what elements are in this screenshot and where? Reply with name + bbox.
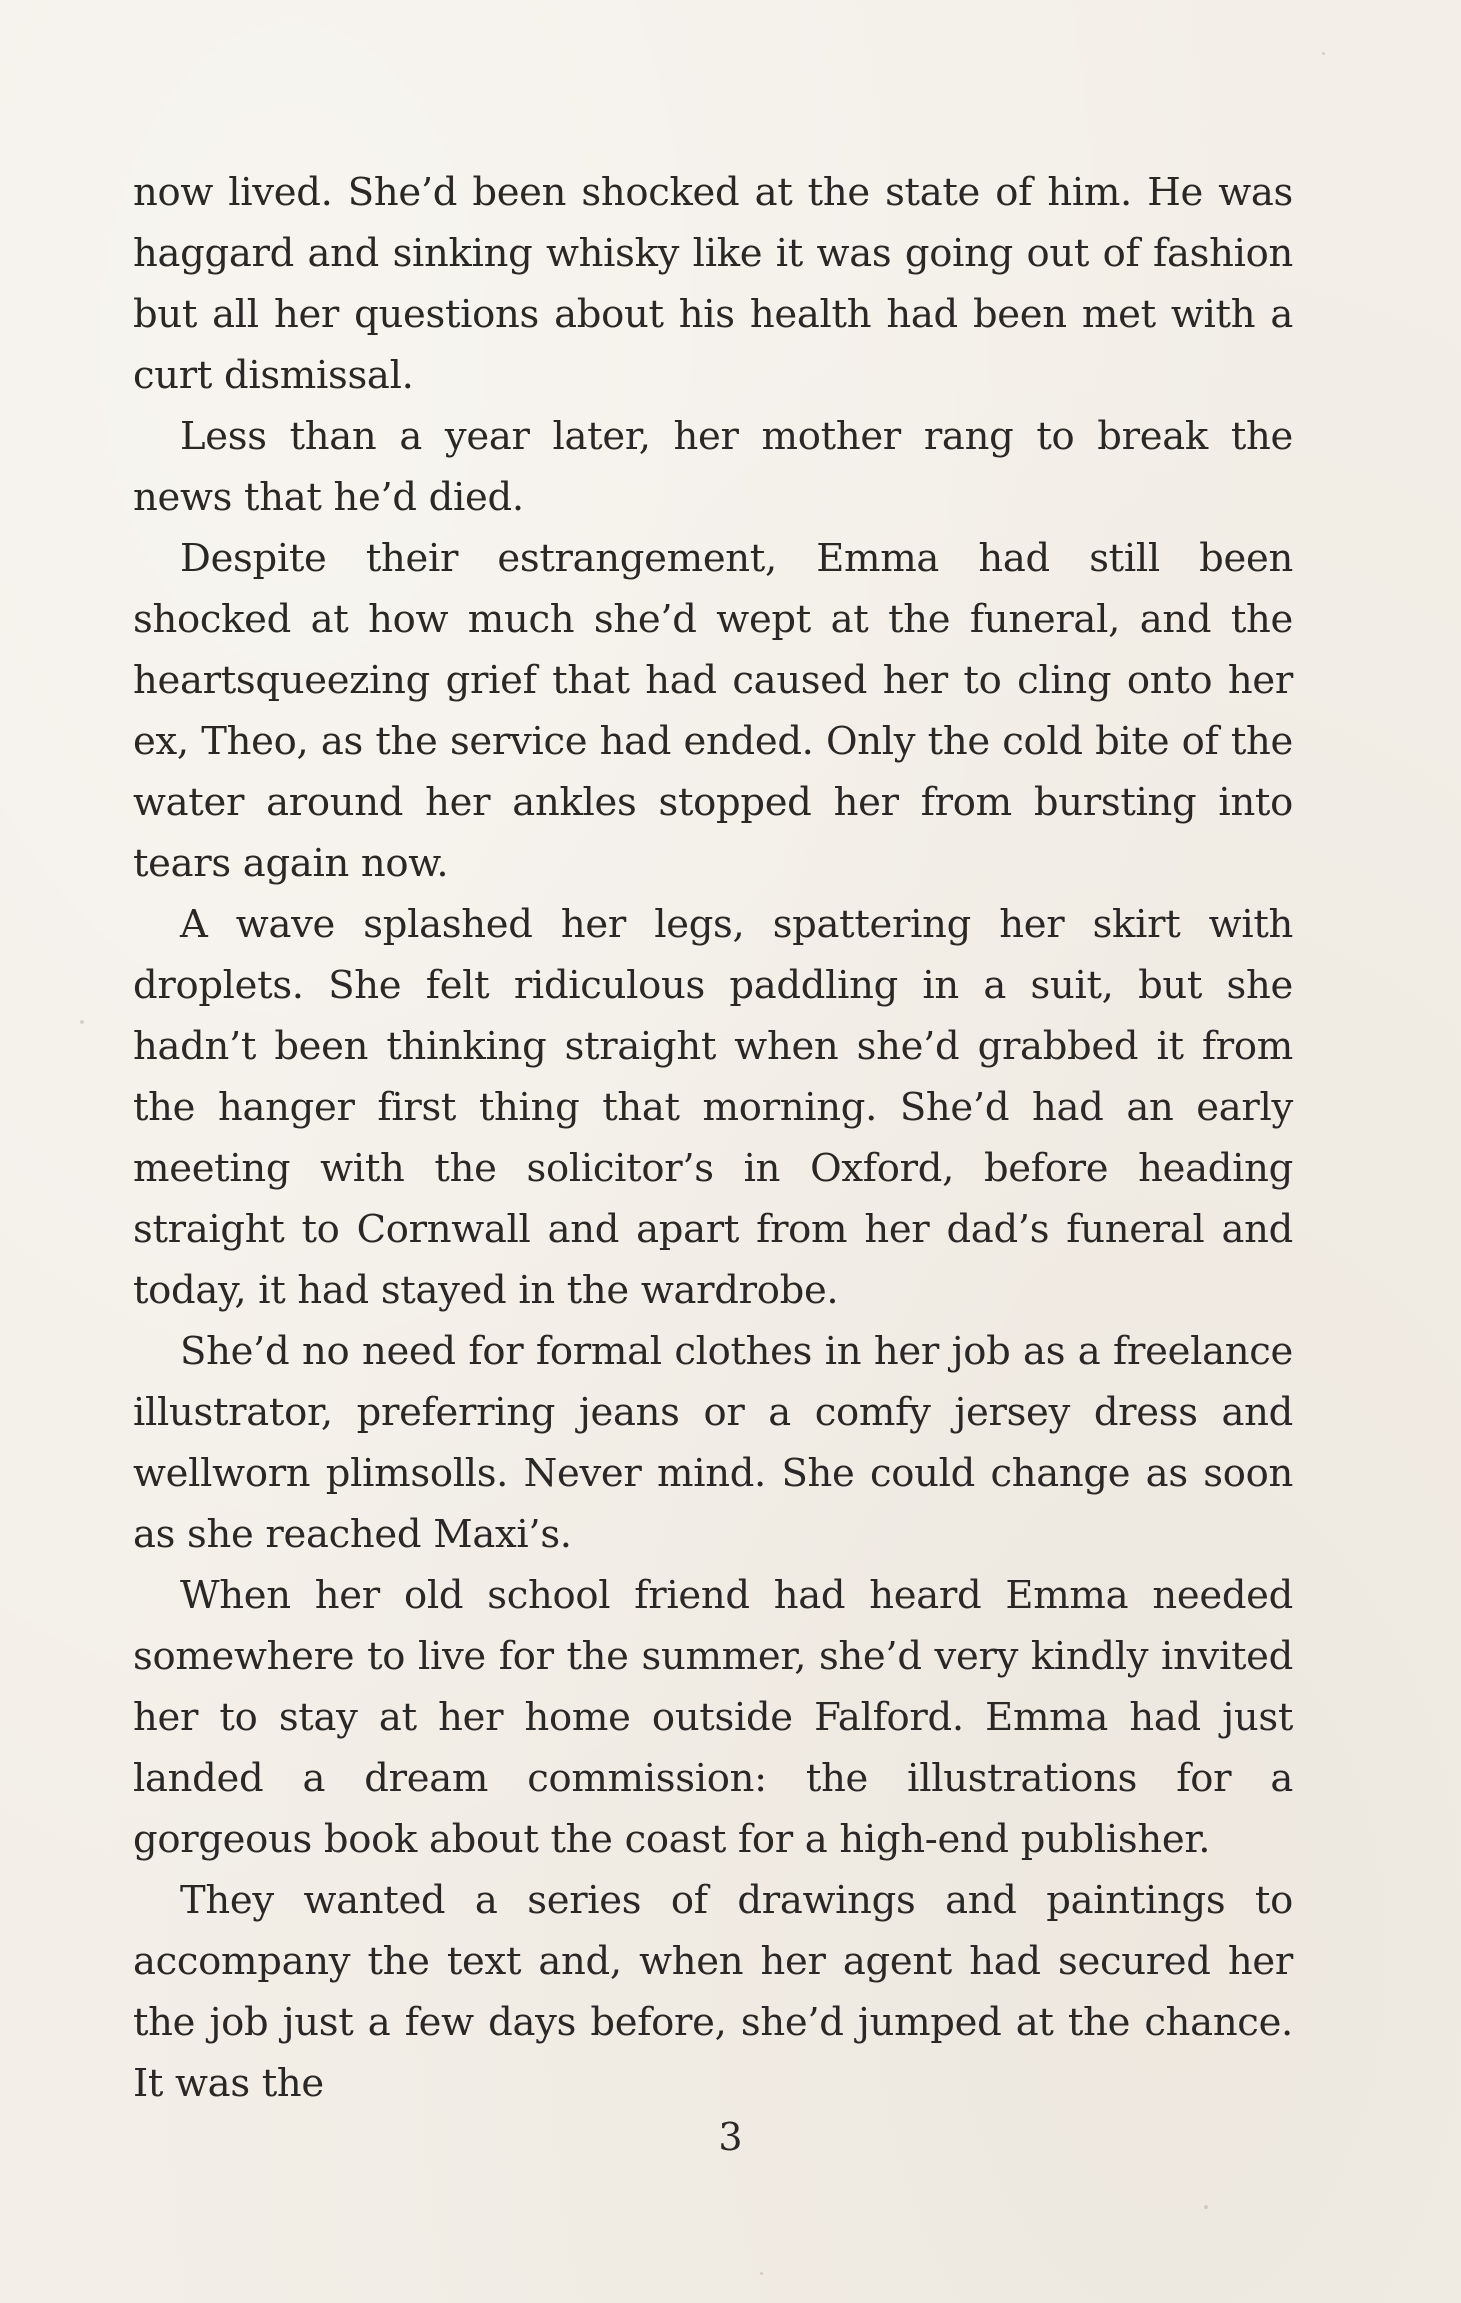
- paragraph: Less than a year later, her mother rang to break the news that he’d died.: [133, 414, 1293, 520]
- paper-speck: [760, 2272, 763, 2275]
- paragraph: Despite their estrangement, Emma had still been shocked at how much she’d wept at the funeral, and the heartsqueezing grief that had caused her to cling onto her ex, Theo, as the service had ended. Only the cold bite of the water around her ankles stopped her from bursting into tears again now.: [133, 536, 1293, 886]
- body-text: [133, 162, 1293, 2114]
- paragraph: When her old school friend had heard Emma needed somewhere to live for the summer, she’d very kindly invited her to stay at her home outside Falford. Emma had just landed a dream commission: the illustrations for a gorgeous book about the coast for a high-end publisher.: [133, 1573, 1293, 1862]
- page-number: 3: [718, 2115, 743, 2159]
- paragraph: A wave splashed her legs, spattering her skirt with droplets. She felt ridiculous paddling in a suit, but she hadn’t been thinking straight when she’d grabbed it from the hanger first thing that morning. She’d had an early meeting with the solicitor’s in Oxford, before heading straight to Cornwall and apart from her dad’s funeral and today, it had stayed in the wardrobe.: [133, 902, 1293, 1313]
- paragraph: now lived. She’d been shocked at the state of him. He was haggard and sinking whisky like it was going out of fashion but all her questions about his health had been met with a curt dismissal.: [133, 170, 1293, 398]
- paper-speck: [1204, 2205, 1208, 2209]
- paragraph: They wanted a series of drawings and paintings to accompany the text and, when her agent had secured her the job just a few days before, she’d jumped at the chance. It was the: [133, 1878, 1293, 2106]
- paper-speck: [1322, 52, 1325, 55]
- paper-speck: [80, 1020, 84, 1024]
- paragraph: She’d no need for formal clothes in her job as a freelance illustrator, preferring jeans or a comfy jersey dress and wellworn plimsolls. Never mind. She could change as soon as she reached Maxi’s.: [133, 1329, 1293, 1557]
